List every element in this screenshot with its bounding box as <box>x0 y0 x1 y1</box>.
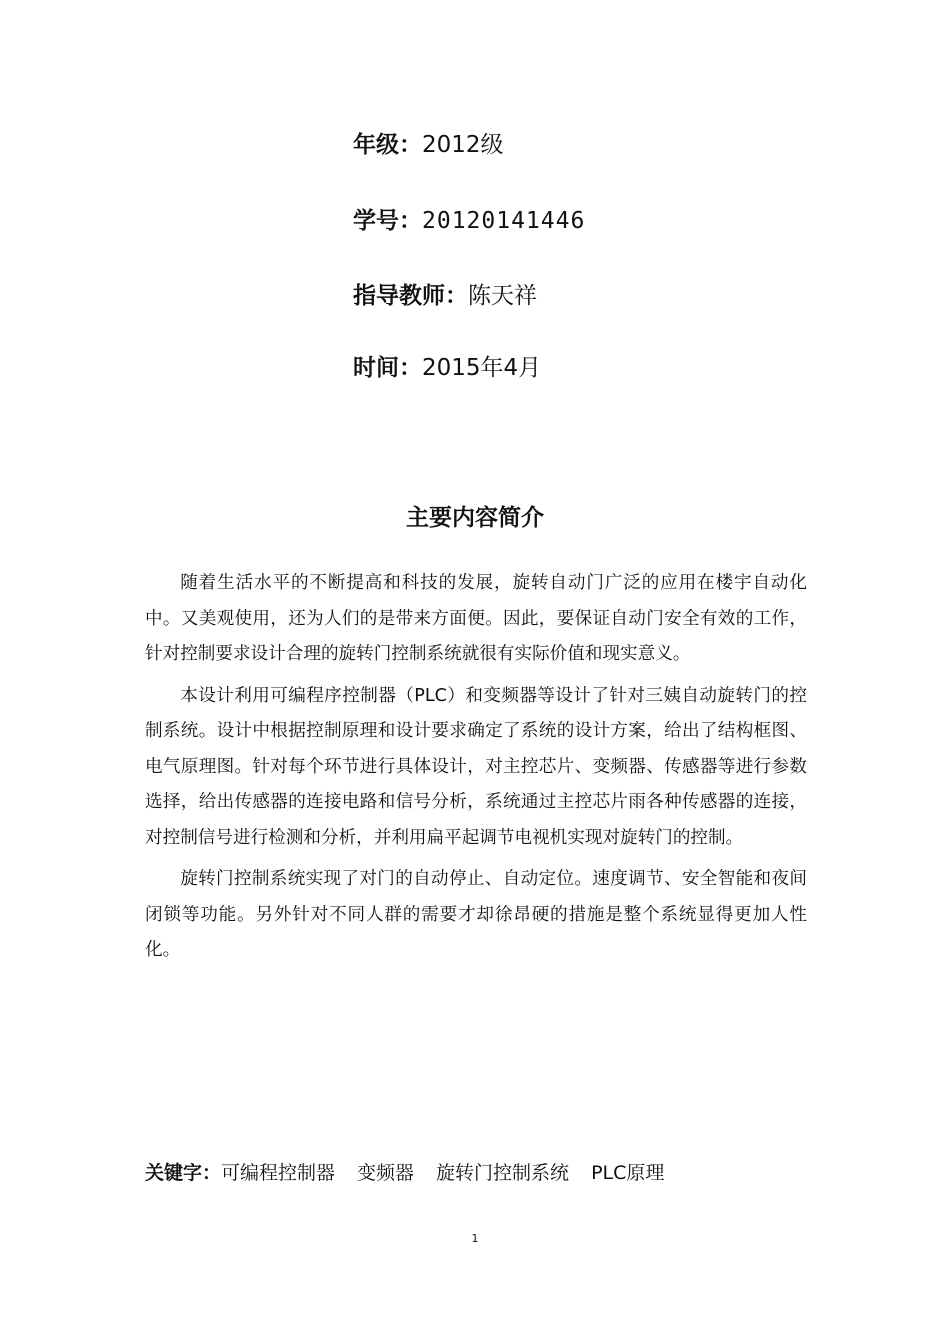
abstract-paragraph: 旋转门控制系统实现了对门的自动停止、自动定位。速度调节、安全智能和夜间闭锁等功能。另外针对不同人群的需要才却徐昂硬的措施是整个系统显得更加人性化。 <box>145 869 807 960</box>
time-label: 时间： <box>353 355 422 381</box>
time-value: 2015年4月 <box>422 355 542 381</box>
time-row <box>353 353 541 383</box>
page-number: 1 <box>471 1232 479 1245</box>
advisor-label: 指导教师： <box>353 283 468 309</box>
student-id-value: 20120141446 <box>422 208 586 234</box>
keyword-item: 可编程控制器 <box>221 1162 336 1184</box>
abstract-title: 主要内容简介 <box>406 505 544 531</box>
advisor-value: 陈天祥 <box>468 283 537 309</box>
grade-value: 2012级 <box>422 132 504 158</box>
keywords-label: 关键字： <box>145 1162 222 1184</box>
keyword-item: 旋转门控制系统 <box>436 1162 570 1184</box>
abstract-body <box>145 566 807 975</box>
student-id-label: 学号： <box>353 208 422 234</box>
abstract-paragraph: 随着生活水平的不断提高和科技的发展，旋转自动门广泛的应用在楼宇自动化中。又美观使用，还为人们的是带来方面便。因此，要保证自动门安全有效的工作，针对控制要求设计合理的旋转门控制系统就很有实际价值和现实意义。 <box>145 573 807 664</box>
keyword-item: PLC原理 <box>591 1162 665 1184</box>
keyword-item: 变频器 <box>357 1162 415 1184</box>
advisor-row <box>353 281 537 311</box>
keywords-line <box>145 1158 686 1188</box>
grade-label: 年级： <box>353 132 422 158</box>
grade-row <box>353 130 504 160</box>
abstract-paragraph: 本设计利用可编程序控制器（PLC）和变频器等设计了针对三姨自动旋转门的控制系统。设计中根据控制原理和设计要求确定了系统的设计方案，给出了结构框图、电气原理图。针对每个环节进行具体设计，对主控芯片、变频器、传感器等进行参数选择，给出传感器的连接电路和信号分析，系统通过主控芯片雨各种传感器的连接，对控制信号进行检测和分析，并利用扁平起调节电视机实现对旋转门的控制。 <box>145 685 807 848</box>
student-id-row <box>353 206 585 236</box>
